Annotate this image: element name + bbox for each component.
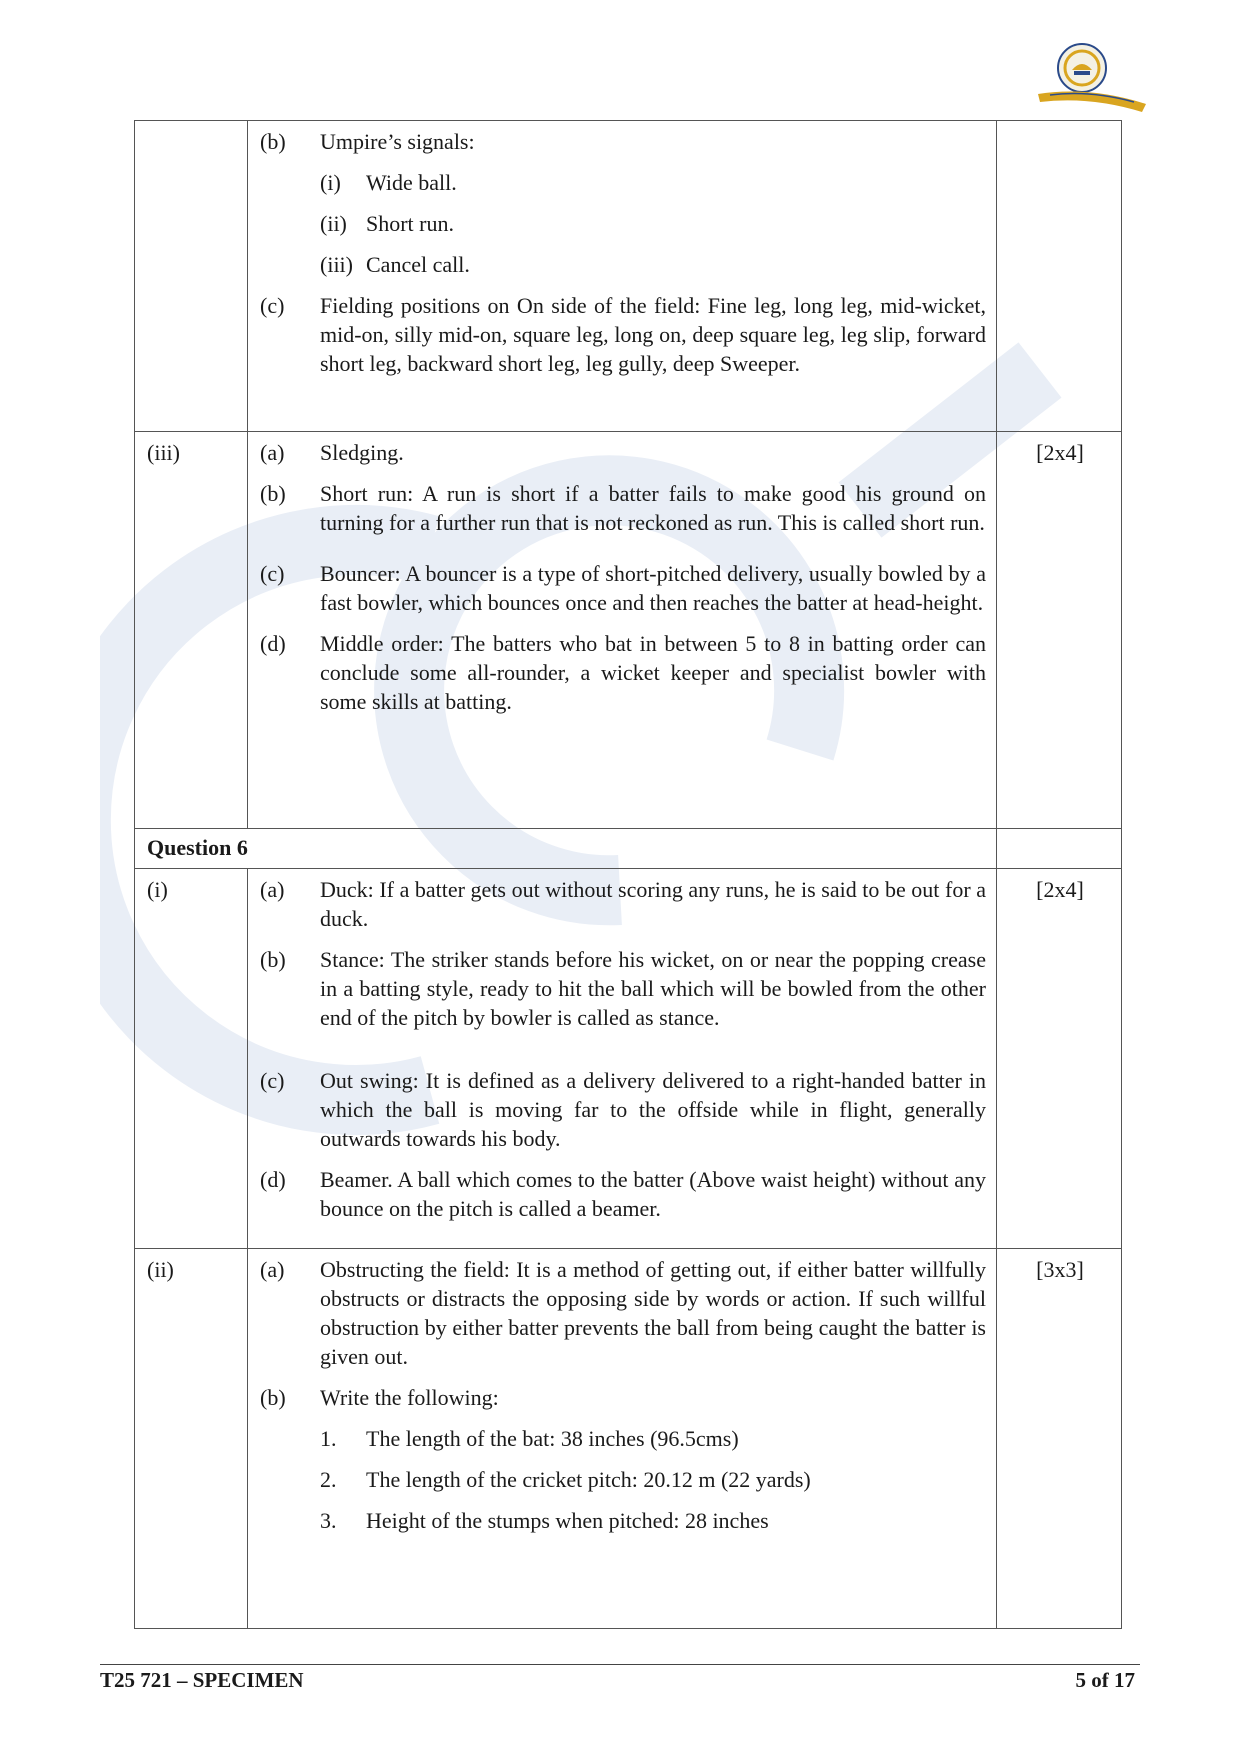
table-row	[135, 869, 1122, 1249]
part-label: (a)	[260, 877, 285, 902]
part-text: Duck: If a batter gets out without scoring any runs, he is said to be out for a duck.	[320, 877, 986, 931]
answer-part	[260, 291, 986, 378]
question-number: (ii)	[135, 1249, 248, 1629]
answer-part	[260, 629, 986, 716]
answer-part	[260, 1383, 986, 1535]
sub-text: Height of the stumps when pitched: 28 inches	[366, 1508, 769, 1533]
sub-text: Wide ball.	[366, 170, 457, 195]
answer-part	[260, 127, 986, 279]
part-label: (c)	[260, 293, 285, 318]
list-item	[320, 1424, 986, 1453]
answer-part	[260, 479, 986, 537]
sub-label: (ii)	[320, 211, 347, 236]
answer-part	[260, 945, 986, 1032]
table-row	[135, 829, 1122, 869]
page-number: 5 of 17	[1075, 1668, 1135, 1692]
answer-cell	[248, 121, 997, 432]
list-item	[320, 1465, 986, 1494]
part-label: (b)	[260, 481, 286, 506]
answer-cell	[248, 1249, 997, 1629]
part-label: (c)	[260, 1068, 285, 1093]
part-text: Stance: The striker stands before his wicket, on or near the popping crease in a batting style, ready to hit the ball which will be bowled from the other end of the pitch by bowler is called as stance.	[320, 947, 986, 1030]
table-row	[135, 432, 1122, 829]
answer-part	[260, 438, 986, 467]
part-text: Umpire’s signals:	[320, 129, 475, 154]
part-label: (a)	[260, 440, 285, 465]
part-label: (b)	[260, 129, 286, 154]
answer-table	[134, 120, 1122, 1629]
part-text: Beamer. A ball which comes to the batter (Above waist height) without any bounce on the pitch is called a beamer.	[320, 1167, 986, 1221]
answer-cell	[248, 432, 997, 829]
part-label: (c)	[260, 561, 285, 586]
sub-text: The length of the bat: 38 inches (96.5cms)	[366, 1426, 739, 1451]
answer-part	[260, 1255, 986, 1371]
sub-label: (i)	[320, 170, 341, 195]
table-row	[135, 1249, 1122, 1629]
part-label: (d)	[260, 631, 286, 656]
part-text: Bouncer: A bouncer is a type of short-pitched delivery, usually bowled by a fast bowler, which bounces once and then reaches the batter at head-height.	[320, 561, 986, 615]
question-number: (i)	[135, 869, 248, 1249]
sub-text: Short run.	[366, 211, 454, 236]
part-label: (d)	[260, 1167, 286, 1192]
part-text: Obstructing the field: It is a method of getting out, if either batter willfully obstructs or distracts the opposing side by words or action. If such willful obstruction by either batter prevents the ball from being caught the batter is given out.	[320, 1257, 986, 1369]
part-text: Out swing: It is defined as a delivery delivered to a right-handed batter in which the ball is moving far to the offside while in flight, generally outwards towards his body.	[320, 1068, 986, 1151]
part-text: Short run: A run is short if a batter fails to make good his ground on turning for a further run that is not reckoned as run. This is called short run.	[320, 481, 986, 535]
sub-label: (iii)	[320, 252, 353, 277]
answer-part	[260, 1165, 986, 1223]
answer-part	[260, 559, 986, 617]
marks-cell	[997, 121, 1122, 432]
marks-cell: [3x3]	[997, 1249, 1122, 1629]
answer-part	[260, 875, 986, 933]
paper-code: T25 721 – SPECIMEN	[100, 1668, 304, 1692]
marks-cell: [2x4]	[997, 869, 1122, 1249]
question-heading: Question 6	[135, 829, 997, 869]
cisce-emblem-icon	[1030, 38, 1150, 118]
part-label: (b)	[260, 947, 286, 972]
part-text: Sledging.	[320, 440, 404, 465]
sub-text: The length of the cricket pitch: 20.12 m (22 yards)	[366, 1467, 811, 1492]
list-item	[320, 209, 986, 238]
list-item	[320, 1506, 986, 1535]
part-label: (b)	[260, 1385, 286, 1410]
answer-cell	[248, 869, 997, 1249]
question-number: (iii)	[135, 432, 248, 829]
part-text: Fielding positions on On side of the field: Fine leg, long leg, mid-wicket, mid-on, silly mid-on, square leg, long on, deep square leg, leg slip, forward short leg, backward short leg, leg gully, deep Sweeper.	[320, 293, 986, 376]
part-text: Middle order: The batters who bat in between 5 to 8 in batting order can conclude some all-rounder, a wicket keeper and specialist bowler with some skills at batting.	[320, 631, 986, 714]
sub-label: 3.	[320, 1508, 337, 1533]
sub-text: Cancel call.	[366, 252, 470, 277]
table-row	[135, 121, 1122, 432]
sub-label: 2.	[320, 1467, 337, 1492]
part-label: (a)	[260, 1257, 285, 1282]
question-number	[135, 121, 248, 432]
footer-divider	[100, 1664, 1140, 1665]
part-text: Write the following:	[320, 1385, 499, 1410]
marks-cell: [2x4]	[997, 432, 1122, 829]
list-item	[320, 250, 986, 279]
list-item	[320, 168, 986, 197]
sub-label: 1.	[320, 1426, 337, 1451]
answer-part	[260, 1066, 986, 1153]
